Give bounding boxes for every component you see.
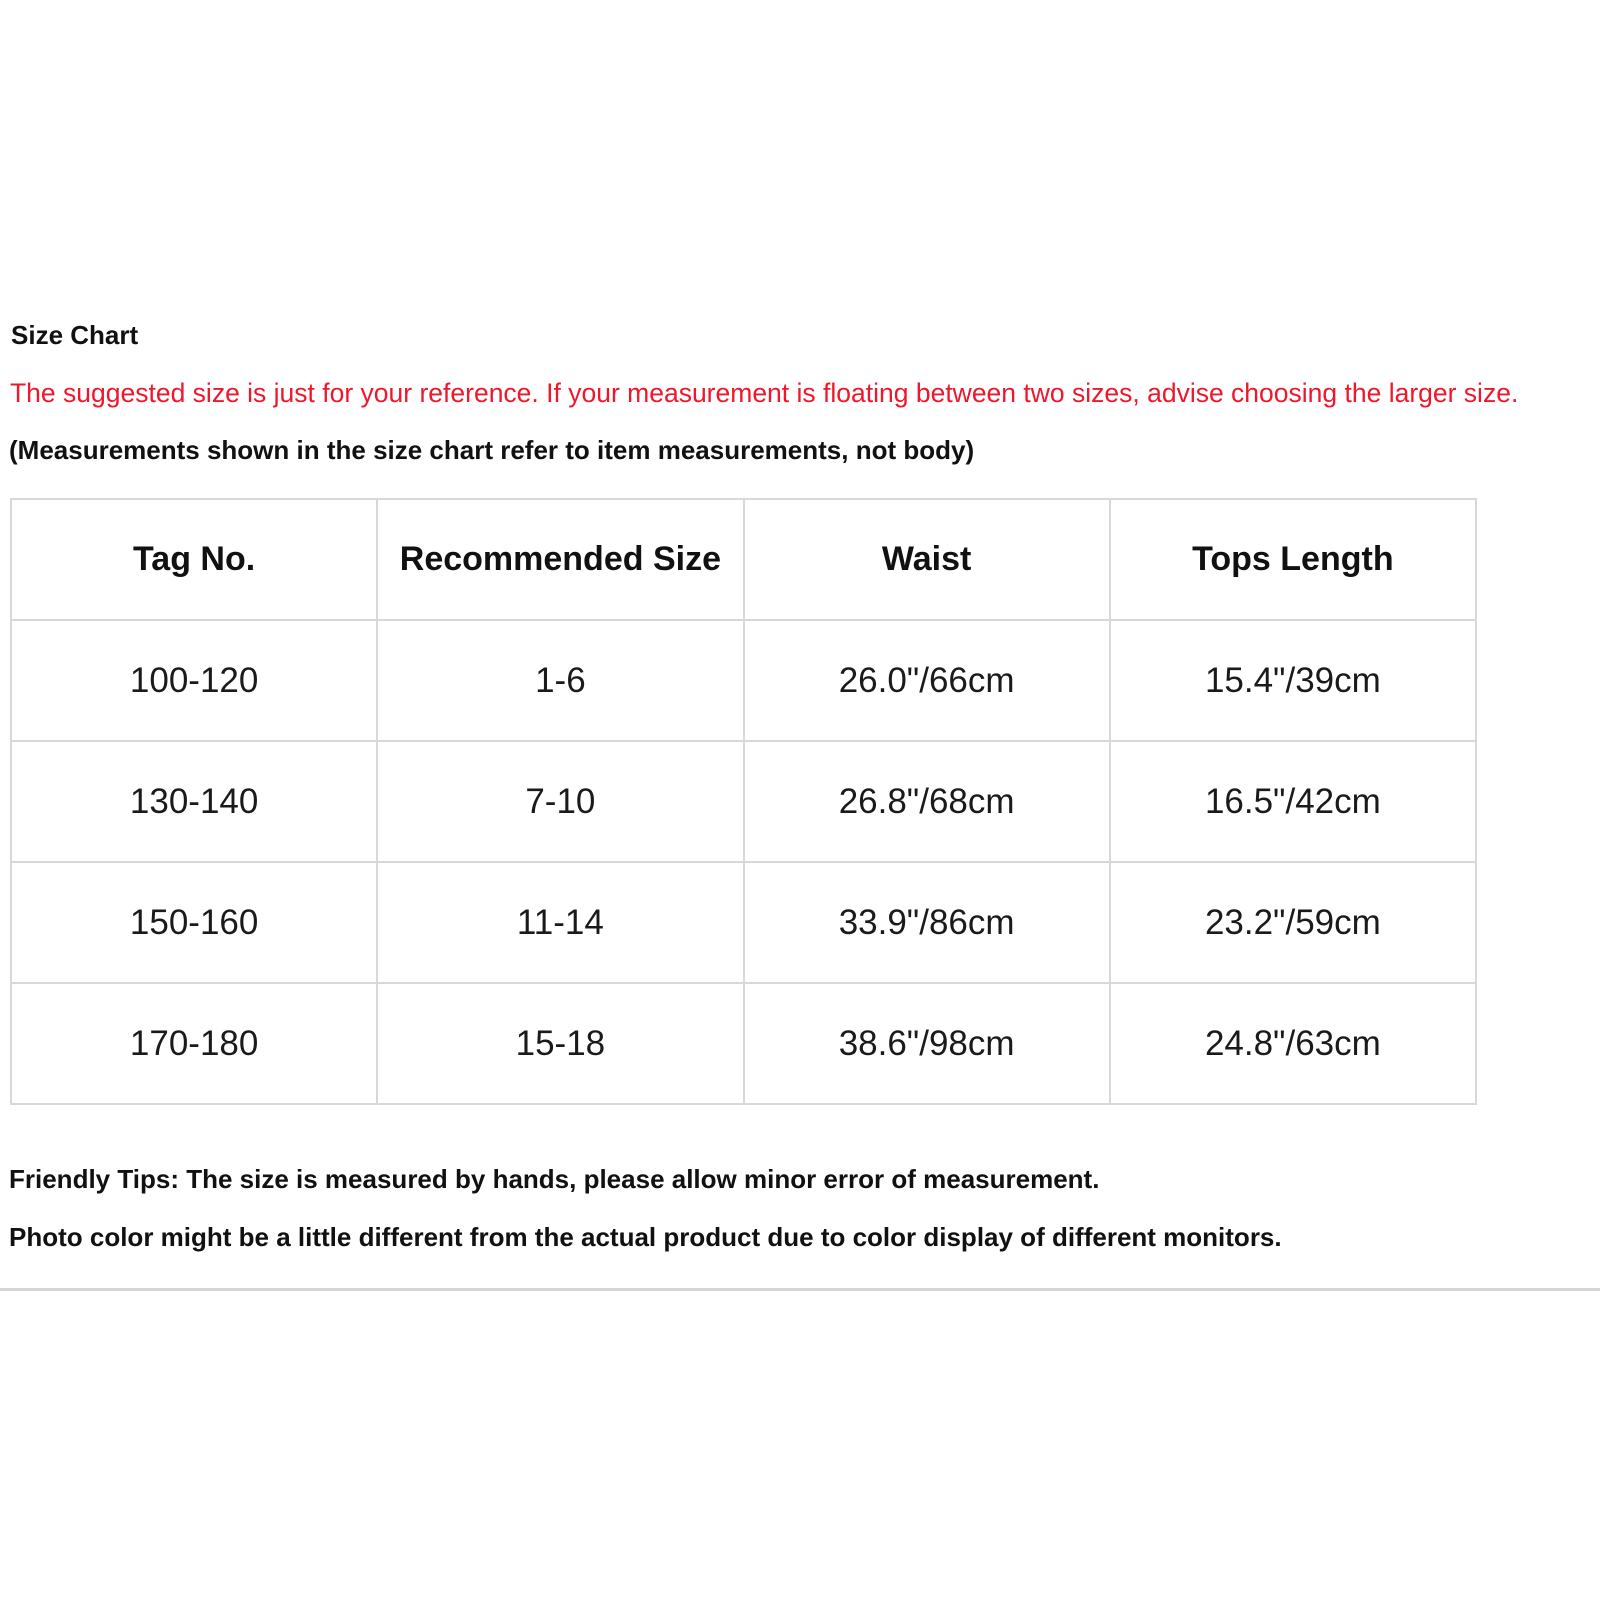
table-row bbox=[11, 741, 1476, 862]
photo-color-note: Photo color might be a little different from the actual product due to color display of different monitors. bbox=[9, 1222, 1282, 1252]
cell-waist: 26.8"/68cm bbox=[744, 741, 1110, 862]
reference-note: The suggested size is just for your reference. If your measurement is floating between two sizes, advise choosing the larger size. bbox=[10, 378, 1519, 408]
table-row bbox=[11, 983, 1476, 1104]
table-row bbox=[11, 862, 1476, 983]
header-recommended-size: Recommended Size bbox=[377, 499, 743, 620]
cell-waist: 38.6"/98cm bbox=[744, 983, 1110, 1104]
cell-tops-length: 24.8"/63cm bbox=[1110, 983, 1476, 1104]
measurement-note: (Measurements shown in the size chart refer to item measurements, not body) bbox=[9, 435, 975, 465]
bottom-divider bbox=[0, 1288, 1600, 1291]
cell-recommended-size: 1-6 bbox=[377, 620, 743, 741]
cell-recommended-size: 11-14 bbox=[377, 862, 743, 983]
table-header-row bbox=[11, 499, 1476, 620]
cell-tag-no: 100-120 bbox=[11, 620, 377, 741]
header-tops-length: Tops Length bbox=[1110, 499, 1476, 620]
size-table bbox=[10, 498, 1477, 1105]
header-tag-no: Tag No. bbox=[11, 499, 377, 620]
cell-waist: 33.9"/86cm bbox=[744, 862, 1110, 983]
cell-tops-length: 23.2"/59cm bbox=[1110, 862, 1476, 983]
table-row bbox=[11, 620, 1476, 741]
cell-tag-no: 130-140 bbox=[11, 741, 377, 862]
header-waist: Waist bbox=[744, 499, 1110, 620]
cell-tag-no: 150-160 bbox=[11, 862, 377, 983]
page-title: Size Chart bbox=[11, 320, 139, 350]
cell-tops-length: 15.4"/39cm bbox=[1110, 620, 1476, 741]
friendly-tips: Friendly Tips: The size is measured by hands, please allow minor error of measurement. bbox=[9, 1164, 1100, 1194]
cell-waist: 26.0"/66cm bbox=[744, 620, 1110, 741]
cell-recommended-size: 15-18 bbox=[377, 983, 743, 1104]
cell-tops-length: 16.5"/42cm bbox=[1110, 741, 1476, 862]
cell-recommended-size: 7-10 bbox=[377, 741, 743, 862]
cell-tag-no: 170-180 bbox=[11, 983, 377, 1104]
